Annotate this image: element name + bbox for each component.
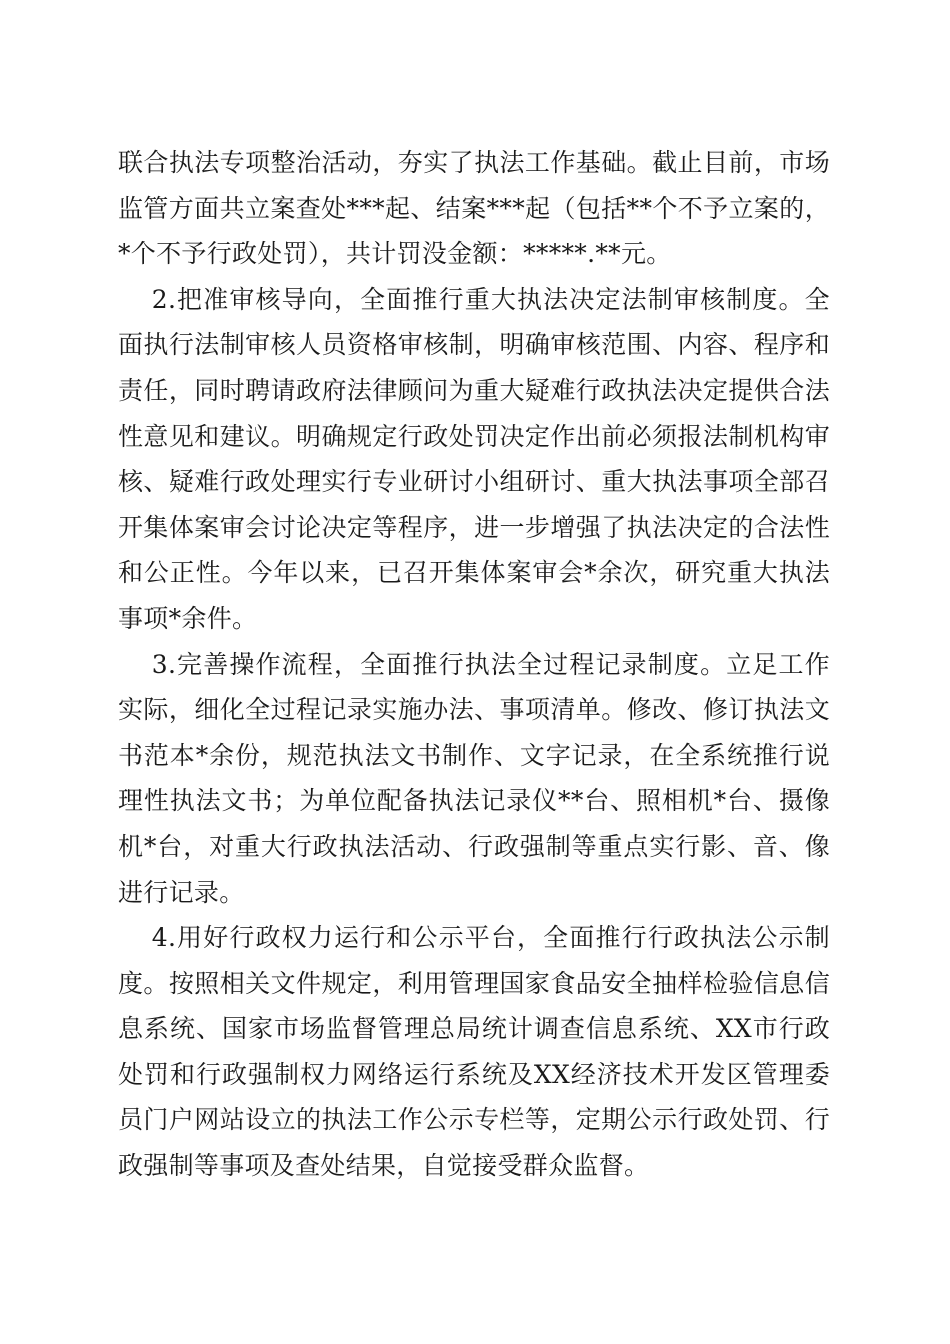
paragraph-2-legal-review: 2.把准审核导向，全面推行重大执法决定法制审核制度。全面执行法制审核人员资格审核制，明确审核范围、内容、程序和责任，同时聘请政府法律顾问为重大疑难行政执法决定提供合法性意见和建议。明确规定行政处罚决定作出前必须报法制机构审核、疑难行政处理实行专业研讨小组研讨、重大执法事项全部召开集体案审会讨论决定等程序，进一步增强了执法决定的合法性和公正性。今年以来，已召开集体案审会*余次，研究重大执法事项*余件。 [118, 284, 830, 633]
document-body [118, 140, 830, 1189]
paragraph-continued: 联合执法专项整治活动，夯实了执法工作基础。截止目前，市场监管方面共立案查处***起、结案***起（包括**个不予立案的，*个不予行政处罚），共计罚没金额：*****.**元。 [118, 148, 830, 269]
paragraph-4-publicity: 4.用好行政权力运行和公示平台，全面推行行政执法公示制度。按照相关文件规定，利用管理国家食品安全抽样检验信息信息系统、国家市场监督管理总局统计调查信息系统、XX市行政处罚和行政强制权力网络运行系统及XX经济技术开发区管理委员门户网站设立的执法工作公示专栏等，定期公示行政处罚、行政强制等事项及查处结果，自觉接受群众监督。 [118, 923, 830, 1181]
paragraph-3-process-recording: 3.完善操作流程，全面推行执法全过程记录制度。立足工作实际，细化全过程记录实施办法、事项清单。修改、修订执法文书范本*余份，规范执法文书制作、文字记录，在全系统推行说理性执法文书；为单位配备执法记录仪**台、照相机*台、摄像机*台，对重大行政执法活动、行政强制等重点实行影、音、像进行记录。 [118, 649, 830, 907]
